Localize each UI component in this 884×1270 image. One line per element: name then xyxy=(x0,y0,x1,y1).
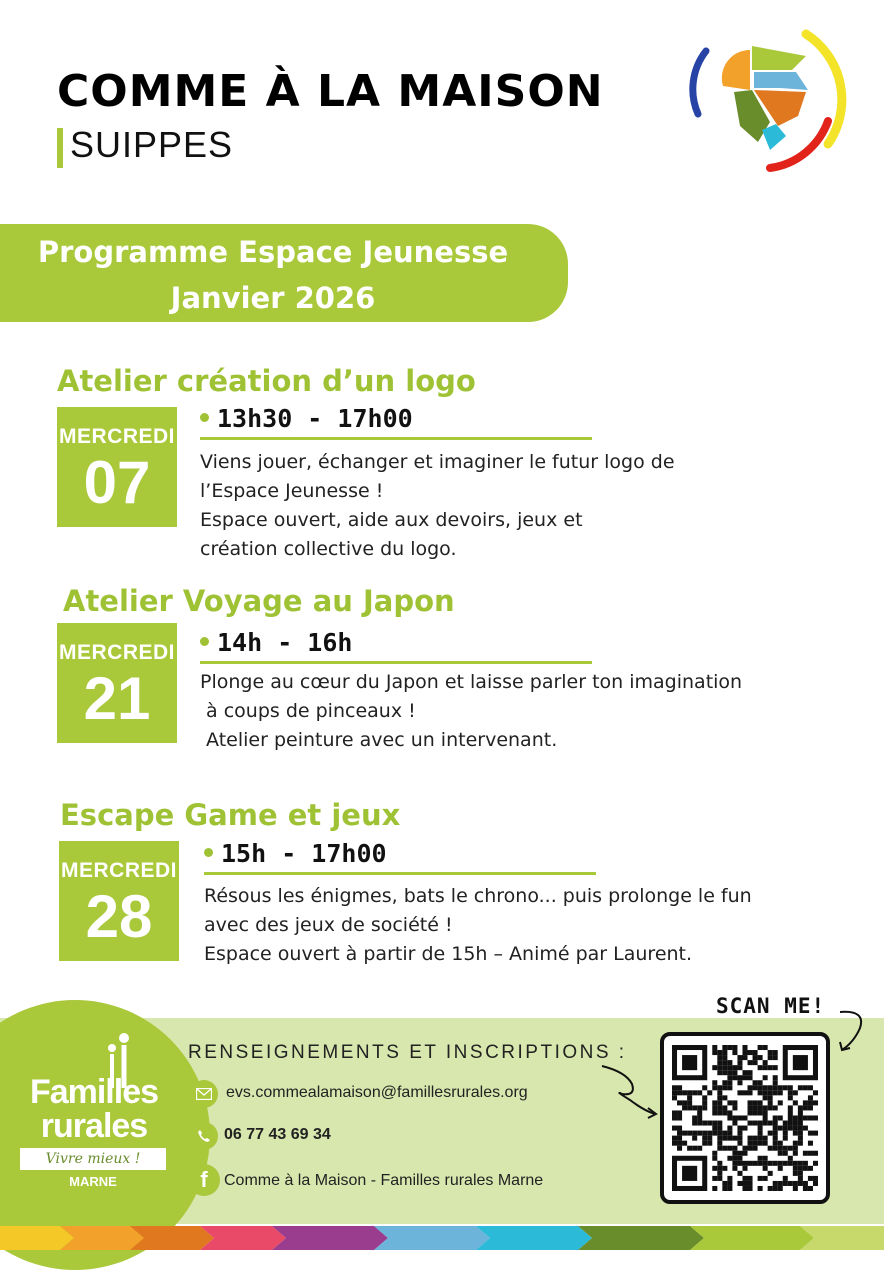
banner-month: Janvier 2026 xyxy=(170,281,376,315)
event-day-number: 07 xyxy=(83,449,151,516)
event-description xyxy=(204,882,752,969)
qr-frame xyxy=(660,1032,830,1204)
event-time-text: 13h30 - 17h00 xyxy=(217,404,413,433)
contact-email[interactable]: evs.commealamaison@famillesrurales.org xyxy=(226,1084,528,1101)
arrow-icon xyxy=(596,1060,660,1124)
divider xyxy=(200,661,592,664)
arrow-icon xyxy=(836,1008,870,1056)
event-time xyxy=(200,628,352,657)
contact-facebook[interactable]: Comme à la Maison - Familles rurales Marne xyxy=(224,1172,544,1189)
page-title: COMME À LA MAISON xyxy=(57,66,604,117)
event-time-text: 15h - 17h00 xyxy=(221,839,387,868)
event-weekday: MERCREDI xyxy=(58,425,175,448)
logo-tagline: Vivre mieux ! xyxy=(20,1148,166,1170)
color-stripe xyxy=(0,1226,884,1250)
logo-text-line: Familles xyxy=(29,1073,159,1111)
divider xyxy=(200,437,592,440)
description-line: Plonge au cœur du Japon et laisse parler ton imagination xyxy=(200,671,743,693)
program-banner xyxy=(0,224,568,322)
event-title: Escape Game et jeux xyxy=(60,798,401,832)
event-time xyxy=(200,404,413,433)
divider xyxy=(204,872,596,875)
bullet-icon xyxy=(200,413,209,422)
logo-text-line: rurales xyxy=(40,1107,148,1145)
subtitle-accent-bar xyxy=(57,128,63,168)
description-line: Espace ouvert, aide aux devoirs, jeux et xyxy=(200,509,583,531)
description-line: création collective du logo. xyxy=(200,538,457,560)
page-subtitle: SUIPPES xyxy=(70,124,234,165)
event-weekday: MERCREDI xyxy=(60,859,177,882)
bullet-icon xyxy=(200,637,209,646)
event-description xyxy=(200,668,742,755)
contact-phone[interactable]: 06 77 43 69 34 xyxy=(224,1126,331,1143)
facebook-icon: f xyxy=(188,1164,220,1196)
qr-code[interactable] xyxy=(672,1045,818,1191)
banner-title: Programme Espace Jeunesse xyxy=(37,235,509,269)
description-line: Viens jouer, échanger et imaginer le futur logo de xyxy=(200,451,675,473)
event-title: Atelier Voyage au Japon xyxy=(63,584,455,618)
event-time-text: 14h - 16h xyxy=(217,628,353,657)
bullet-icon xyxy=(204,848,213,857)
description-line: Atelier peinture avec un intervenant. xyxy=(200,729,558,751)
email-icon xyxy=(190,1080,218,1108)
scan-me-label: SCAN ME! xyxy=(716,994,826,1018)
description-line: avec des jeux de société ! xyxy=(204,914,453,936)
event-time xyxy=(204,839,387,868)
description-line: Espace ouvert à partir de 15h – Animé par Laurent. xyxy=(204,943,693,965)
phone-icon xyxy=(190,1122,218,1150)
contact-heading: RENSEIGNEMENTS ET INSCRIPTIONS : xyxy=(188,1042,627,1063)
description-line: Résous les énigmes, bats le chrono... puis prolonge le fun xyxy=(204,885,752,907)
event-description xyxy=(200,448,675,564)
event-day-number: 28 xyxy=(85,883,153,950)
logo-region: MARNE xyxy=(69,1174,117,1189)
event-day-number: 21 xyxy=(83,665,151,732)
description-line: l’Espace Jeunesse ! xyxy=(200,480,384,502)
event-date-badge xyxy=(59,841,179,961)
event-title: Atelier création d’un logo xyxy=(57,364,476,398)
event-date-badge xyxy=(57,407,177,527)
brand-logo-icon xyxy=(688,26,858,176)
event-date-badge xyxy=(57,623,177,743)
footer-logo xyxy=(18,1075,170,1143)
description-line: à coups de pinceaux ! xyxy=(200,700,416,722)
event-weekday: MERCREDI xyxy=(58,641,175,664)
